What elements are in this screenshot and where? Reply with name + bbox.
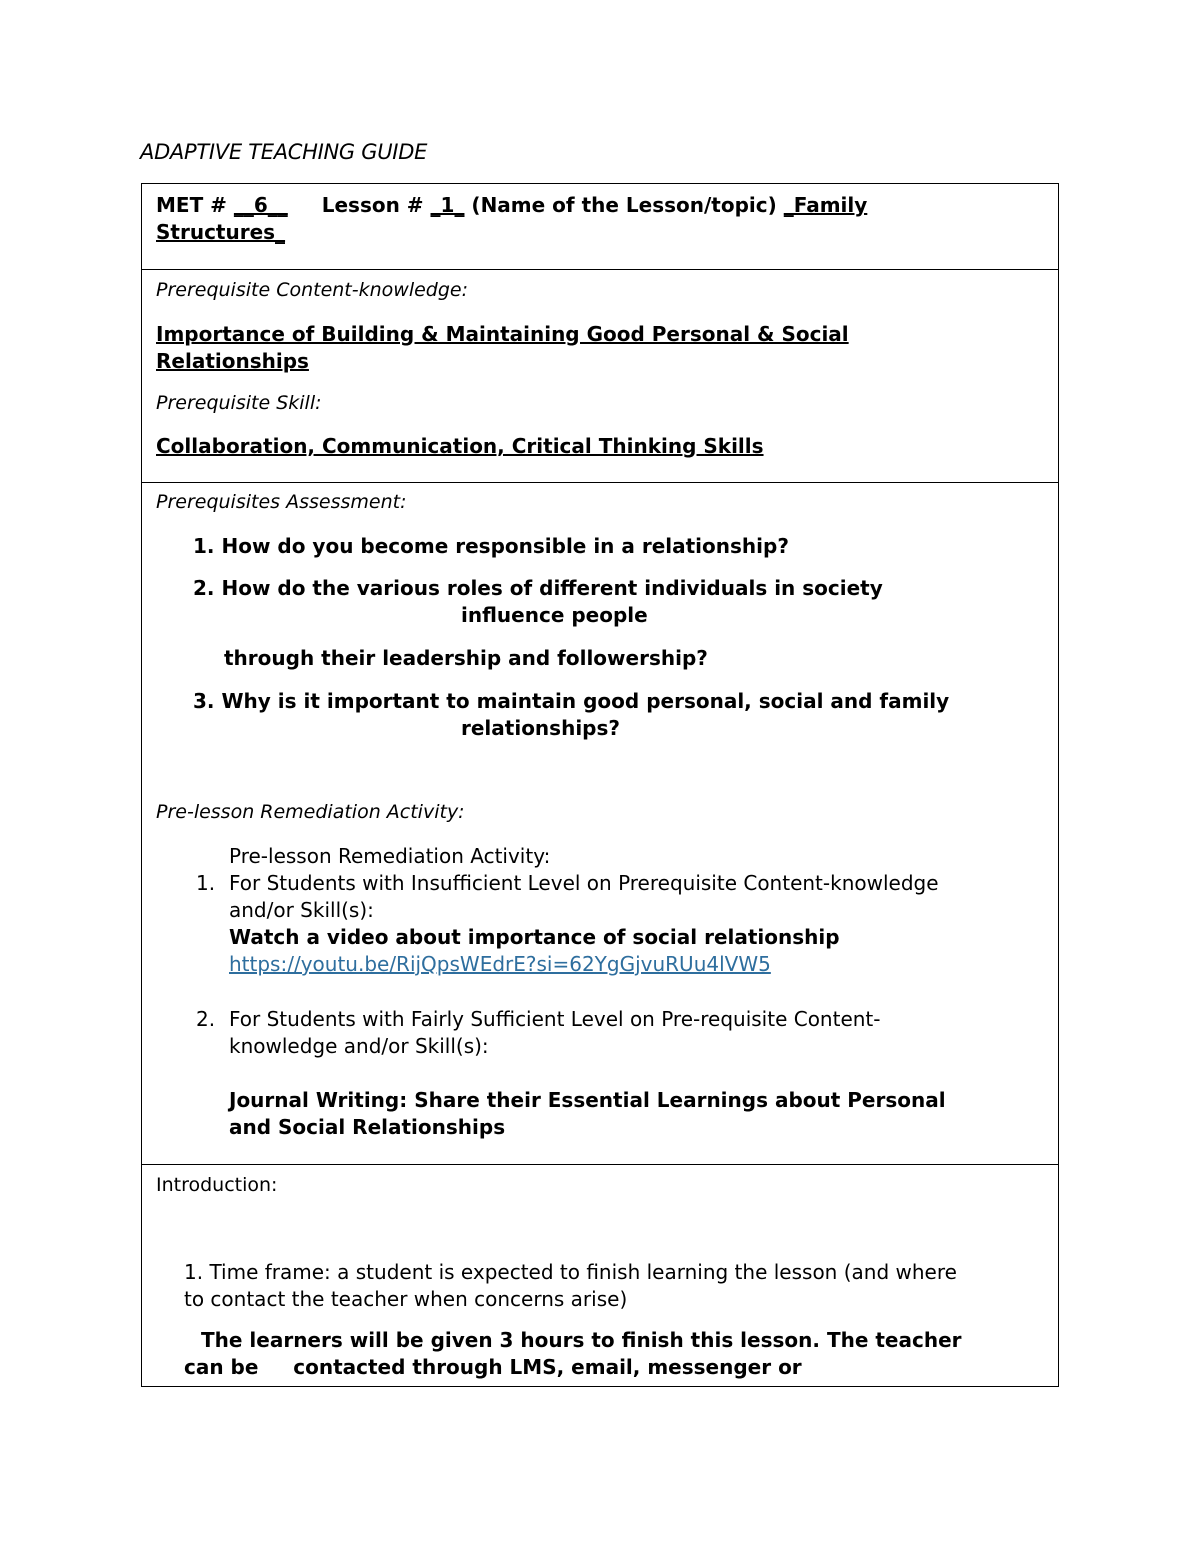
introduction-label: Introduction:: [156, 1174, 278, 1196]
document-title: ADAPTIVE TEACHING GUIDE: [140, 140, 428, 164]
remediation-item2-line2: knowledge and/or Skill(s):: [229, 1034, 489, 1058]
teaching-guide-table: [141, 183, 1059, 1387]
assessment-row: [142, 483, 1058, 1165]
question-2-line3: through their leadership and followership?: [224, 646, 708, 670]
remediation-label: Pre-lesson Remediation Activity:: [156, 801, 465, 823]
remediation-item2-activity-line1: Journal Writing: Share their Essential Learnings about Personal: [229, 1088, 946, 1112]
remediation-item1-line1: For Students with Insufficient Level on Prerequisite Content-knowledge: [229, 871, 939, 895]
lesson-number: _1_: [430, 193, 465, 217]
intro-note-line2: can be contacted through LMS, email, messenger or: [184, 1355, 802, 1379]
remediation-item1-activity: Watch a video about importance of social relationship: [229, 925, 840, 949]
skill-value: Collaboration, Communication, Critical Thinking Skills: [156, 434, 764, 458]
remediation-item2-number: 2.: [196, 1007, 216, 1031]
remediation-item1-number: 1.: [196, 871, 216, 895]
introduction-row: [142, 1165, 1058, 1386]
remediation-sub-label: Pre-lesson Remediation Activity:: [229, 844, 551, 868]
remediation-item2-activity-line2: and Social Relationships: [229, 1115, 506, 1139]
remediation-item2-line1: For Students with Fairly Sufficient Level on Pre-requisite Content-: [229, 1007, 881, 1031]
assessment-label: Prerequisites Assessment:: [156, 491, 407, 513]
met-label: MET #: [156, 193, 234, 217]
lesson-name-label: (Name of the Lesson/topic): [471, 193, 784, 217]
content-knowledge-label: Prerequisite Content-knowledge:: [156, 279, 469, 301]
question-1: 1. How do you become responsible in a relationship?: [193, 534, 789, 558]
skill-label: Prerequisite Skill:: [156, 392, 322, 414]
lesson-topic-line1: _Family: [783, 193, 868, 217]
intro-item1-line1: 1. Time frame: a student is expected to finish learning the lesson (and where: [184, 1260, 957, 1284]
content-knowledge-line2: Relationships: [156, 349, 309, 373]
question-2-line1: 2. How do the various roles of different individuals in society: [193, 576, 883, 600]
met-lesson-line: [156, 193, 867, 217]
prerequisites-row: [142, 270, 1058, 483]
met-lesson-row: [142, 184, 1058, 270]
intro-note-line1: The learners will be given 3 hours to finish this lesson. The teacher: [201, 1328, 962, 1352]
lesson-topic-line2: Structures_: [156, 220, 286, 244]
video-link[interactable]: https://youtu.be/RijQpsWEdrE?si=62YgGjvuRUu4lVW5: [229, 952, 771, 976]
question-3-line1: 3. Why is it important to maintain good personal, social and family: [193, 689, 950, 713]
question-2-line2: influence people: [461, 603, 648, 627]
lesson-label: Lesson #: [321, 193, 431, 217]
met-number: __6__: [233, 193, 288, 217]
content-knowledge-line1: Importance of Building & Maintaining Good Personal & Social: [156, 322, 849, 346]
question-3-line2: relationships?: [461, 716, 620, 740]
remediation-item1-line2: and/or Skill(s):: [229, 898, 374, 922]
intro-item1-line2: to contact the teacher when concerns arise): [184, 1287, 628, 1311]
